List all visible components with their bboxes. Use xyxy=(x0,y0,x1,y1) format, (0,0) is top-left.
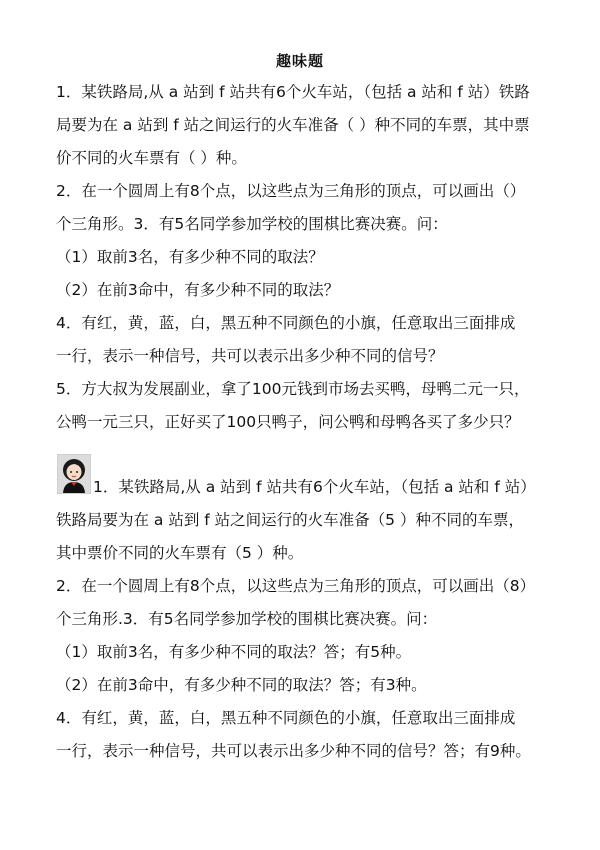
question-line: （1）取前3名，有多少种不同的取法？ xyxy=(56,248,324,266)
question-line: 1．某铁路局,从 a 站到 f 站共有6个火车站，（包括 a 站和 f 站）铁路 xyxy=(56,83,530,101)
question-line: 个三角形。3．有5名同学参加学校的围棋比赛决赛。问： xyxy=(56,215,448,233)
question-line: 局要为在 a 站到 f 站之间运行的火车准备（ ）种不同的车票，其中票 xyxy=(56,116,530,134)
question-line: 5．方大叔为发展副业，拿了100元钱到市场去买鸭，母鸭二元一只， xyxy=(56,380,530,398)
avatar xyxy=(57,454,91,494)
answer-line: 2．在一个圆周上有8个点，以这些点为三角形的顶点，可以画出（8） xyxy=(56,577,536,595)
answer-line: 铁路局要为在 a 站到 f 站之间运行的火车准备（5 ）种不同的车票， xyxy=(56,511,524,529)
question-line: 2．在一个圆周上有8个点，以这些点为三角形的顶点，可以画出（） xyxy=(56,182,526,200)
question-line: 价不同的火车票有（ ）种。 xyxy=(56,149,247,167)
question-line: 公鸭一元三只，正好买了100只鸭子，问公鸭和母鸭各买了多少只？ xyxy=(56,413,520,431)
answer-line: 个三角形.3．有5名同学参加学校的围棋比赛决赛。问： xyxy=(56,610,438,628)
question-line: 一行，表示一种信号，共可以表示出多少种不同的信号？ xyxy=(56,347,444,365)
answer-line: 1．某铁路局,从 a 站到 f 站共有6个火车站，（包括 a 站和 f 站） xyxy=(93,478,536,496)
answer-line: 其中票价不同的火车票有（5 ）种。 xyxy=(56,544,304,562)
answer-line: （1）取前3名，有多少种不同的取法？答；有5种。 xyxy=(56,643,412,661)
question-line: （2）在前3命中，有多少种不同的取法？ xyxy=(56,281,340,299)
answer-line: 一行，表示一种信号，共可以表示出多少种不同的信号？答；有9种。 xyxy=(56,742,531,760)
page-title: 趣味题 xyxy=(275,52,324,70)
question-line: 4．有红，黄，蓝，白，黑五种不同颜色的小旗，任意取出三面排成 xyxy=(56,314,516,332)
answer-line: 4．有红，黄，蓝，白，黑五种不同颜色的小旗，任意取出三面排成 xyxy=(56,709,516,727)
avatar-girl-icon xyxy=(58,455,90,493)
answer-line: （2）在前3命中，有多少种不同的取法？答；有3种。 xyxy=(56,676,427,694)
